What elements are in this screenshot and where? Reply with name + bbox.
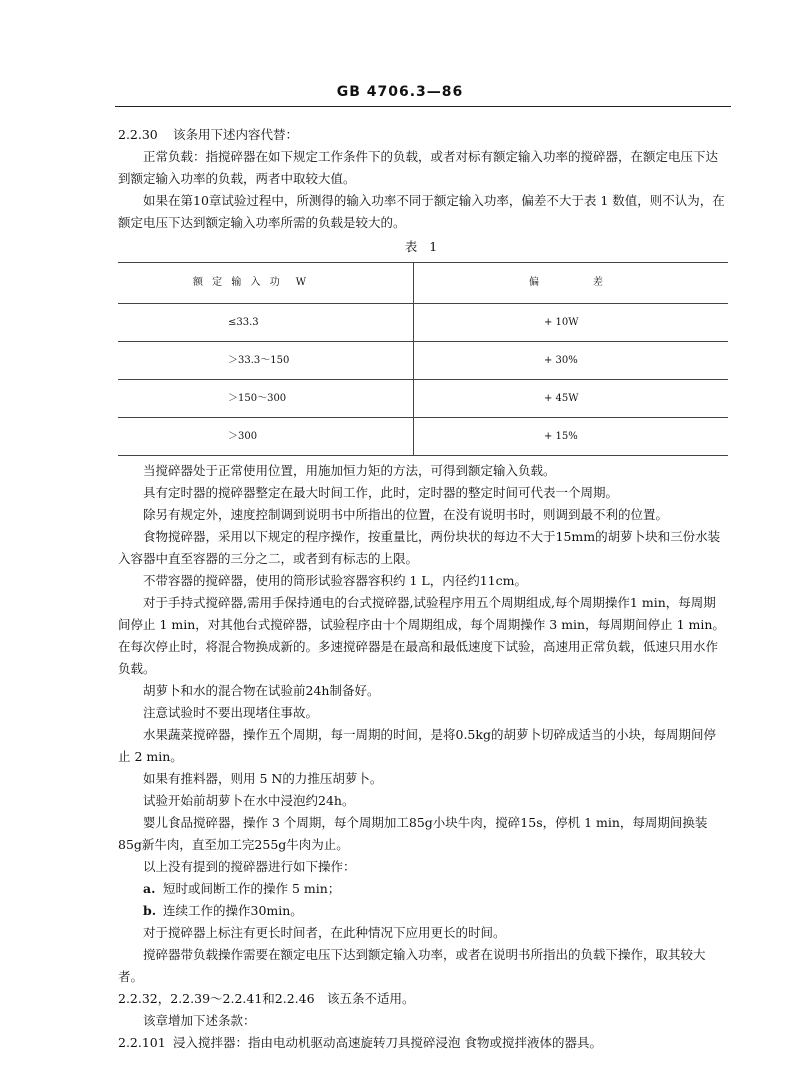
- paragraph: 注意试验时不要出现堵住事故。: [143, 705, 319, 720]
- paragraph: 试验开始前胡萝卜在水中浸泡约24h。: [143, 793, 355, 808]
- paragraph: 不带容器的搅碎器，使用的筒形试验容器容积约 1 L，内径约11cm。: [143, 573, 527, 588]
- column-header-rated-input: 额 定 输 入 功 W: [118, 263, 414, 304]
- table-row: [118, 304, 728, 342]
- paragraph: 如果有推料器，则用 5 N的力推压胡萝卜。: [143, 771, 383, 786]
- list-marker: b.: [143, 903, 157, 918]
- paragraph: 除另有规定外，速度控制调到说明书中所指出的位置，在没有说明书时，则调到最不利的位置。: [143, 507, 669, 522]
- table-cell-rated-input: ＞150～300: [118, 380, 414, 418]
- table-header-row: [118, 263, 728, 304]
- paragraph: 对于搅碎器上标注有更长时间者，在此种情况下应用更长的时间。: [143, 925, 506, 940]
- paragraph: 搅碎器带负载操作需要在额定电压下达到额定输入功率，或者在说明书所指出的负载下操作，取其较大者。: [118, 947, 706, 984]
- list-item: [118, 878, 728, 900]
- table-title: 表 1: [404, 239, 442, 254]
- document-body: [118, 124, 728, 1054]
- table-cell-deviation: + 15%: [414, 418, 729, 456]
- deviation-note: 如果在第10章试验过程中，所测得的输入功率不同于额定输入功率，偏差不大于表 1 数值，则不认为，在额定电压下达到额定输入功率所需的负载是较大的。: [118, 193, 725, 230]
- clause-2-2-101: [118, 1032, 728, 1054]
- paragraph: 当搅碎器处于正常使用位置，用施加恒力矩的方法，可得到额定输入负载。: [143, 463, 556, 478]
- paragraph: 婴儿食品搅碎器，操作 3 个周期，每个周期加工85g小块牛肉，搅碎15s，停机 1 min，每周期间换装85g新牛肉，直至加工完255g牛肉为止。: [118, 815, 708, 852]
- paragraph: 具有定时器的搅碎器整定在最大时间工作，此时，定时器的整定时间可代表一个周期。: [143, 485, 619, 500]
- table-cell-rated-input: ＞300: [118, 418, 414, 456]
- table-row: [118, 418, 728, 456]
- column-header-deviation: 偏 差: [414, 263, 729, 304]
- paragraph: 水果蔬菜搅碎器，操作五个周期，每一周期的时间，是将0.5kg的胡萝卜切碎成适当的小块，每周期间停止 2 min。: [118, 727, 716, 764]
- table-row: [118, 342, 728, 380]
- paragraph: 以上没有提到的搅碎器进行如下操作：: [143, 859, 356, 874]
- clause-2-2-30: [118, 124, 728, 146]
- paragraph: 食物搅碎器，采用以下规定的程序操作，按重量比，两份块状的每边不大于15mm的胡萝卜块和三份水装入容器中直至容器的三分之二，或者到有标志的上限。: [118, 529, 721, 566]
- table-cell-rated-input: ＞33.3～150: [118, 342, 414, 380]
- list-text: 短时或间断工作的操作 5 min；: [163, 881, 341, 896]
- table-cell-rated-input: ≤33.3: [118, 304, 414, 342]
- clause-number: 2.2.30: [118, 127, 158, 142]
- table-row: [118, 380, 728, 418]
- additional-clauses-intro: 该章增加下述条款：: [143, 1013, 256, 1028]
- normal-load-definition: 正常负载：指搅碎器在如下规定工作条件下的负载，或者对标有额定输入功率的搅碎器，在额定电压下达到额定输入功率的负载，两者中取较大值。: [118, 149, 719, 186]
- header-rule: [115, 106, 731, 107]
- list-marker: a.: [143, 881, 156, 896]
- paragraph: 对于手持式搅碎器,需用手保持通电的台式搅碎器,试验程序用五个周期组成,每个周期操作1 min，每周期间停止 1 min，对其他台式搅碎器，试验程序由十个周期组成，每个周期操作 3 min，每周期间停止 1 min。在每次停止时，将混合物换成新的。多速搅碎器是在最高和最低速度下试验，高速用正常负载，低速只用水作负载。: [118, 595, 725, 676]
- table-cell-deviation: + 30%: [414, 342, 729, 380]
- table-cell-deviation: + 45W: [414, 380, 729, 418]
- clause-number: 2.2.101: [118, 1035, 166, 1050]
- clause-text: 浸入搅拌器：指由电动机驱动高速旋转刀具搅碎浸泡 食物或搅拌液体的器具。: [173, 1035, 602, 1050]
- paragraph: 胡萝卜和水的混合物在试验前24h制备好。: [143, 683, 380, 698]
- clause-intro: 该条用下述内容代替：: [173, 127, 299, 142]
- list-item: [118, 900, 728, 922]
- standard-number: GB 4706.3—86: [336, 84, 464, 100]
- not-applicable-clause: 2.2.32，2.2.39～2.2.41和2.2.46 该五条不适用。: [118, 991, 415, 1006]
- table-cell-deviation: + 10W: [414, 304, 729, 342]
- deviation-table: [118, 262, 728, 456]
- list-text: 连续工作的操作30min。: [163, 903, 303, 918]
